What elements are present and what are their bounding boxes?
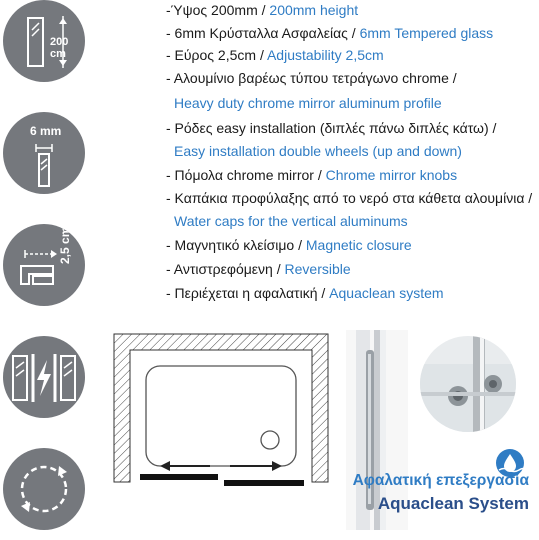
- feature-en: Adjustability 2,5cm: [266, 47, 384, 63]
- glass-thickness-icon: [3, 112, 85, 194]
- aquaclean-title: Αφαλατική επεξεργασία: [352, 472, 529, 489]
- feature-aquaclean: [166, 284, 444, 302]
- feature-gr: - Μαγνητικό κλείσιμο /: [166, 237, 306, 253]
- feature-en: Magnetic closure: [305, 237, 412, 253]
- height-icon: [3, 0, 85, 82]
- feature-gr: - Ρόδες easy installation (διπλές πάνω διπλές κάτω) /: [166, 120, 497, 136]
- feature-gr: - Αλουμίνιο βαρέως τύπου τετράγωνο chrome /: [166, 70, 457, 86]
- feature-gr: - Εύρος 2,5cm /: [166, 47, 267, 63]
- reversible-icon: [3, 448, 85, 530]
- feature-gr: - Καπάκια προφύλαξης από το νερό στα κάθετα αλουμίνια /: [166, 190, 533, 206]
- wheel-detail-photo: [418, 334, 518, 434]
- feature-caps: [166, 189, 532, 207]
- height-value: 200 cm: [50, 36, 69, 60]
- feature-knobs: [166, 166, 457, 184]
- feature-profile-en: [174, 94, 442, 112]
- feature-gr: - 6mm Κρύσταλλα Ασφαλείας /: [166, 25, 360, 41]
- magnetic-closure-icon: [3, 336, 85, 418]
- feature-caps-en: [174, 212, 408, 230]
- feature-en: Reversible: [284, 261, 351, 277]
- shower-plan-diagram: [110, 330, 332, 490]
- feature-height: [166, 1, 358, 19]
- feature-gr: - Πόμολα chrome mirror /: [166, 167, 326, 183]
- feature-gr: - Περιέχεται η αφαλατική /: [166, 285, 330, 301]
- feature-en: Aquaclean system: [329, 285, 444, 301]
- aquaclean-subtitle: Aquaclean System: [377, 494, 529, 513]
- feature-en: 6mm Tempered glass: [359, 25, 494, 41]
- feature-wheels-en: [174, 142, 462, 160]
- feature-profile: [166, 69, 457, 87]
- feature-wheels: [166, 119, 496, 137]
- feature-adjust: [166, 46, 384, 64]
- feature-gr: -Ύψος 200mm /: [166, 2, 270, 18]
- feature-glass: [166, 24, 493, 42]
- feature-gr: - Αντιστρεφόμενη /: [166, 261, 285, 277]
- adjustability-icon: [3, 224, 85, 306]
- thickness-value: 6 mm: [30, 124, 62, 138]
- feature-en: Easy installation double wheels (up and down): [174, 143, 462, 159]
- feature-magnetic: [166, 236, 412, 254]
- adjust-value: 2,5 cm: [58, 226, 72, 264]
- feature-en: 200mm height: [269, 2, 359, 18]
- feature-en: Water caps for the vertical aluminums: [174, 213, 408, 229]
- feature-reversible: [166, 260, 351, 278]
- feature-en: Chrome mirror knobs: [325, 167, 458, 183]
- feature-en: Heavy duty chrome mirror aluminum profile: [174, 95, 442, 111]
